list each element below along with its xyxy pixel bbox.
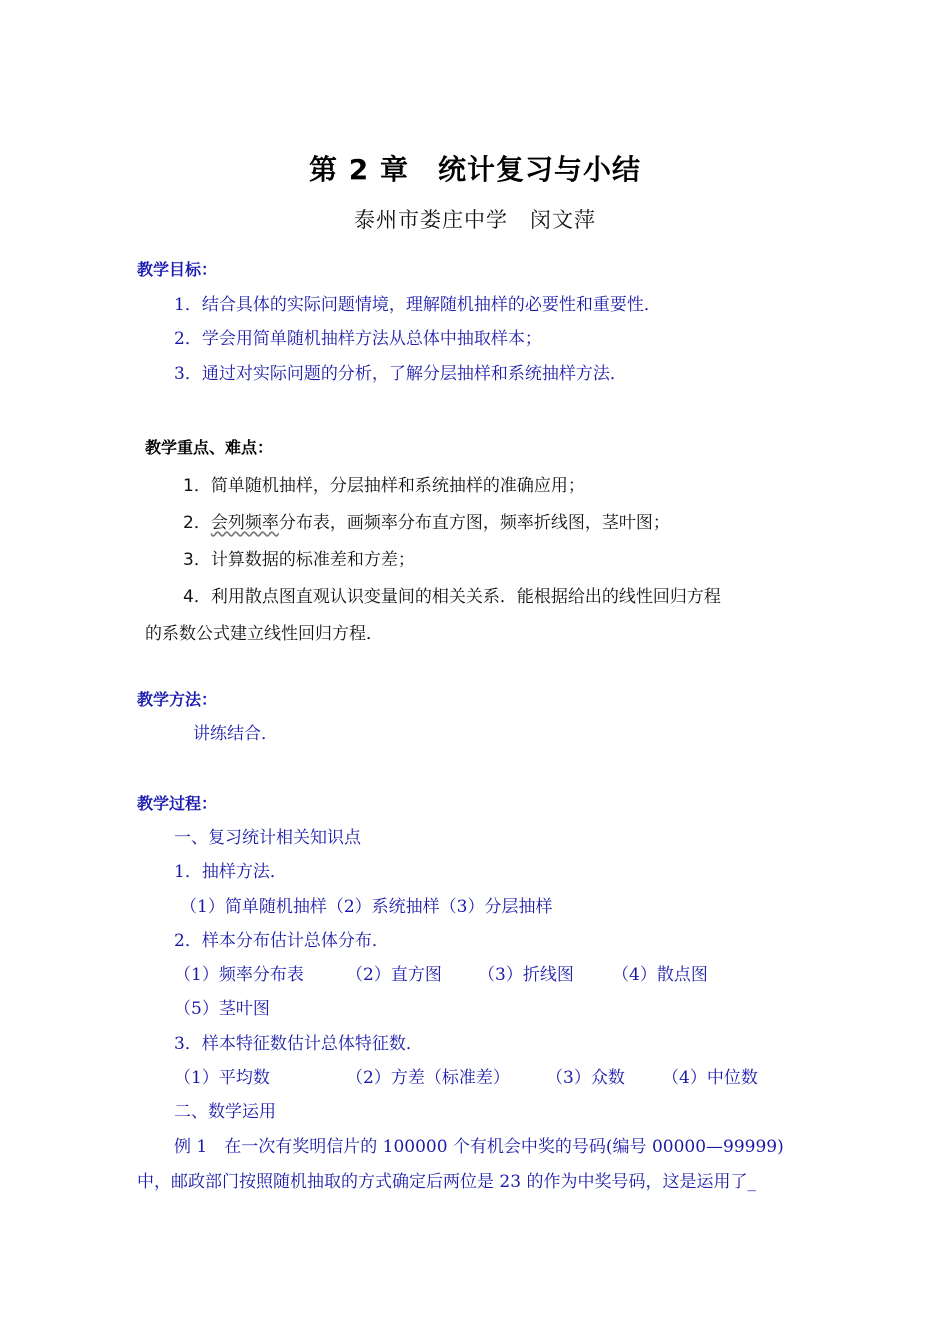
key-point-item-2-prefix: 2． <box>183 513 211 533</box>
key-point-item-2 <box>183 511 670 535</box>
sub-2-item-1: （1）频率分布表 <box>174 965 304 985</box>
example-1-line-2: 中，邮政部门按照随机抽取的方式确定后两位是 23 的作为中奖号码，这是运用了_ <box>137 1172 756 1192</box>
key-point-item-4-line-2: 的系数公式建立线性回归方程． <box>145 624 383 644</box>
key-points-heading: 教学重点、难点： <box>145 438 274 457</box>
objective-item-3: 3．通过对实际问题的分析，了解分层抽样和系统抽样方法． <box>174 364 627 384</box>
key-point-item-3: 3．计算数据的标准差和方差； <box>183 550 415 570</box>
sub-3-item-2: （2）方差（标准差） <box>346 1068 510 1088</box>
process-sub-2-item-5: （5）茎叶图 <box>174 999 270 1019</box>
key-point-item-2-rest: 分布表，画频率分布直方图，频率折线图，茎叶图； <box>278 513 670 533</box>
sub-2-item-4: （4）散点图 <box>612 965 708 985</box>
page-title: 第 2 章 统计复习与小结 <box>309 153 641 186</box>
process-sub-2: 2．样本分布估计总体分布． <box>174 931 389 951</box>
key-point-item-1: 1．简单随机抽样，分层抽样和系统抽样的准确应用； <box>183 476 585 496</box>
process-sub-3: 3．样本特征数估计总体特征数． <box>174 1034 423 1054</box>
objectives-heading: 教学目标： <box>137 260 218 279</box>
sub-2-item-2: （2）直方图 <box>346 965 442 985</box>
method-text: 讲练结合． <box>193 724 278 744</box>
process-sub-1: 1．抽样方法． <box>174 862 287 882</box>
sub-3-item-1: （1）平均数 <box>174 1068 270 1088</box>
process-sub-1-items: （1）简单随机抽样（2）系统抽样（3）分层抽样 <box>180 897 553 917</box>
objective-item-1: 1．结合具体的实际问题情境，理解随机抽样的必要性和重要性． <box>174 295 661 315</box>
process-section-2: 二、数学运用 <box>174 1102 276 1122</box>
author-line: 泰州市娄庄中学 闵文萍 <box>354 208 596 232</box>
key-point-item-2-wavy: 会列频率 <box>210 513 279 533</box>
objective-item-2: 2．学会用简单随机抽样方法从总体中抽取样本； <box>174 329 542 349</box>
method-heading: 教学方法： <box>137 690 218 709</box>
process-section-1: 一、复习统计相关知识点 <box>174 828 361 848</box>
sub-2-item-3: （3）折线图 <box>478 965 574 985</box>
process-heading: 教学过程： <box>137 794 218 813</box>
key-point-item-4-line-1: 4．利用散点图直观认识变量间的相关关系．能根据给出的线性回归方程 <box>183 587 721 607</box>
sub-3-item-3: （3）众数 <box>546 1068 625 1088</box>
example-1-line-1: 例 1 在一次有奖明信片的 100000 个有机会中奖的号码(编号 00000—99999) <box>174 1137 784 1157</box>
sub-3-item-4: （4）中位数 <box>662 1068 758 1088</box>
